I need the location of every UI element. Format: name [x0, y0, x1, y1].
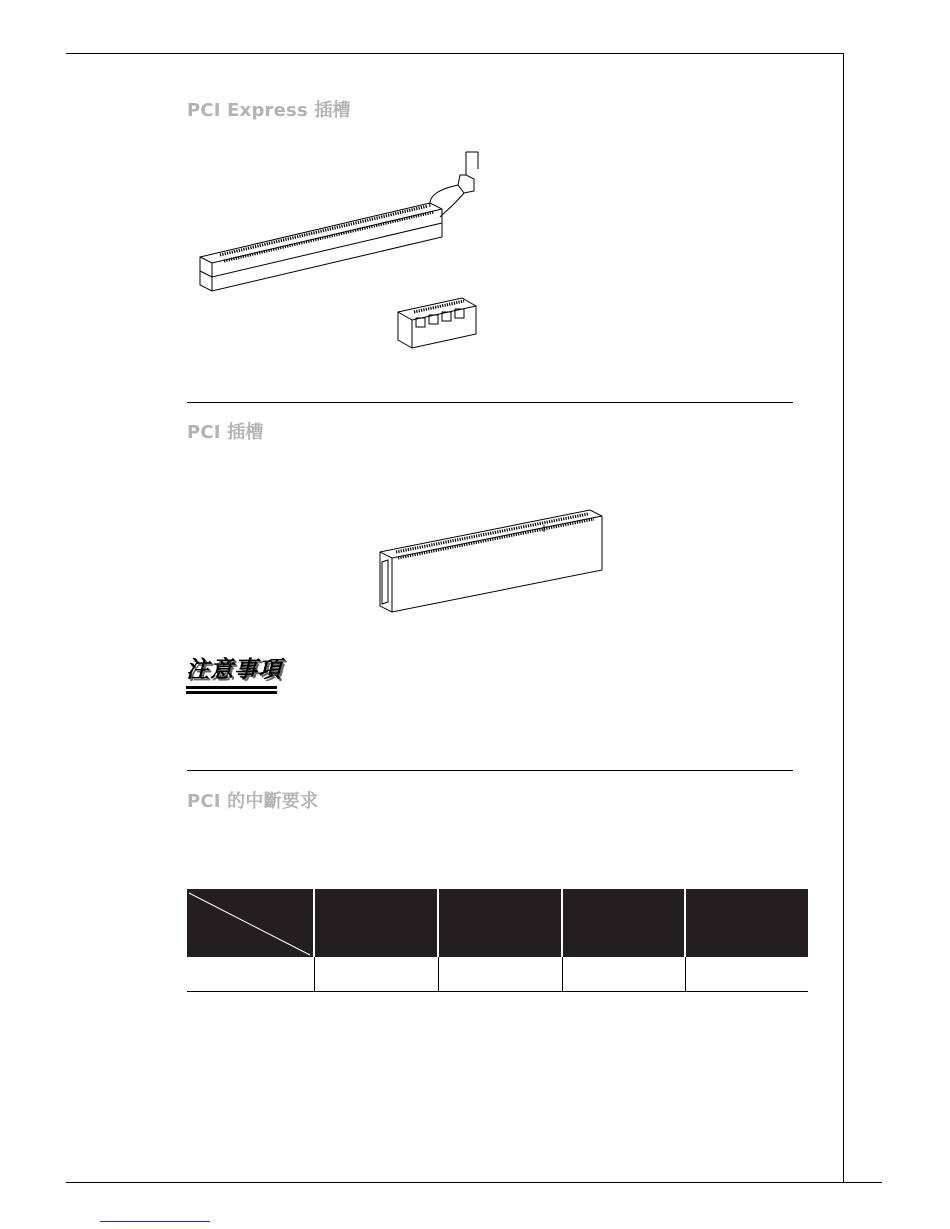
important-note-block: [186, 651, 282, 694]
table-header-cell: [685, 889, 808, 957]
table-header-row: [187, 889, 808, 957]
pcie-x1-slot-illustration: [392, 296, 482, 356]
section-divider-pci: [187, 402, 793, 403]
table-corner-header: [187, 889, 314, 957]
important-note-title: 注意事項: [186, 657, 282, 683]
table-cell: [685, 957, 808, 992]
page-right-rule: [843, 53, 844, 1183]
table-cell: [562, 957, 685, 992]
table-row: [187, 957, 808, 992]
pcie-x16-slot-illustration: [190, 145, 490, 295]
footer-link-underline: [100, 1221, 210, 1222]
table-cell: [187, 957, 314, 992]
pci-irq-heading: PCI 的中斷要求: [187, 791, 319, 812]
pci-slot-illustration: [376, 502, 608, 616]
page-top-rule: [66, 53, 844, 54]
page-bottom-rule: [66, 1182, 882, 1183]
table-cell: [314, 957, 438, 992]
table-cell: [438, 957, 562, 992]
pci-slot-heading: PCI 插槽: [187, 422, 264, 443]
pcie-slot-heading: PCI Express 插槽: [187, 100, 351, 121]
important-underline-1: [186, 686, 277, 689]
table-header-cell: [314, 889, 438, 957]
table-header-cell: [438, 889, 562, 957]
diagonal-divider-icon: [187, 889, 312, 957]
section-divider-irq: [187, 770, 793, 771]
table-header-cell: [562, 889, 685, 957]
pci-irq-table: [187, 889, 808, 992]
important-underline-2: [186, 691, 277, 694]
